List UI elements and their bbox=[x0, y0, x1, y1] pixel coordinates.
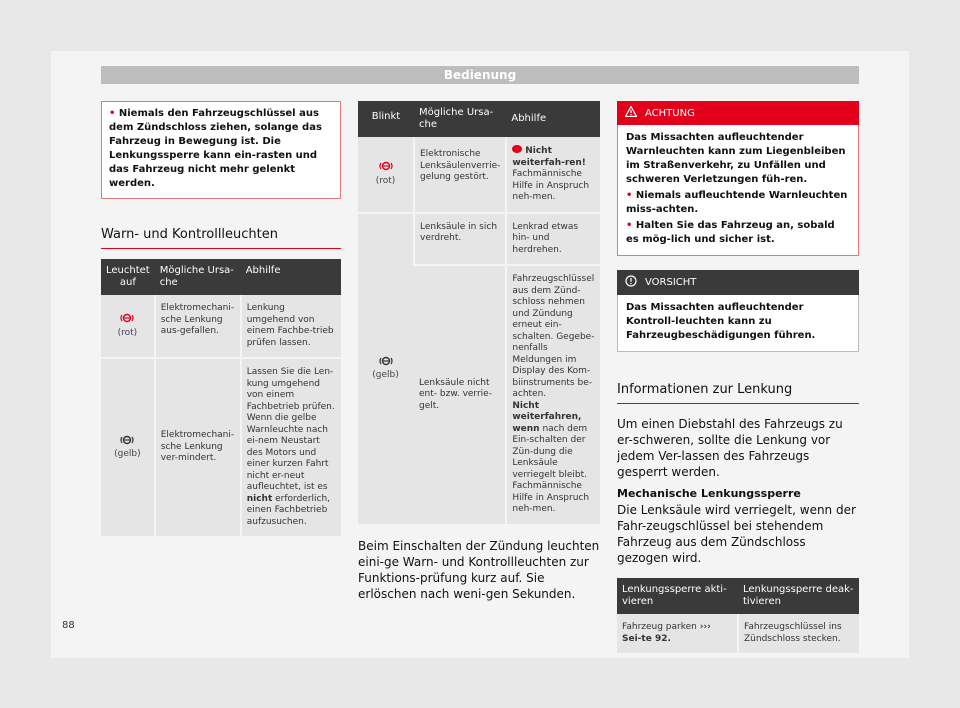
col-header-lights: Leuchtet auf bbox=[101, 259, 155, 295]
achtung-body bbox=[617, 125, 859, 256]
col-header-deactivate: Lenkungssperre deak-tivieren bbox=[738, 578, 859, 614]
cause-cell: Elektromechani-sche Lenkung ver-mindert. bbox=[155, 358, 241, 537]
left-column bbox=[101, 101, 341, 538]
cause-cell: Lenksäule nicht ent- bzw. verrie-gelt. bbox=[414, 265, 506, 525]
cause-cell: Elektronische Lenksäulenverrie-gelung gestört. bbox=[414, 137, 506, 213]
lamp-color-label: (rot) bbox=[117, 327, 138, 338]
list-item: • Halten Sie das Fahrzeug an, sobald es mög-lich und sicher ist. bbox=[626, 220, 835, 245]
warning-lights-table bbox=[101, 259, 341, 538]
lamp-cell bbox=[358, 137, 414, 213]
page-number: 88 bbox=[62, 620, 75, 631]
blinking-lights-table bbox=[358, 101, 600, 526]
warning-triangle-icon bbox=[625, 106, 637, 120]
middle-column bbox=[358, 101, 600, 602]
steering-lock-warning bbox=[101, 101, 341, 199]
col-header-cause: Mögliche Ursa-che bbox=[414, 101, 506, 137]
achtung-label: ACHTUNG bbox=[645, 107, 695, 119]
vorsicht-text: Das Missachten aufleuchtender Kontroll-leuchten kann zu Fahrzeugbeschädigungen führen. bbox=[617, 295, 859, 352]
bullet-icon: • bbox=[626, 190, 636, 201]
page-reference-link[interactable]: ››› Sei-te 92. bbox=[622, 622, 711, 644]
remedy-cell: Lenkrad etwas hin- und herdrehen. bbox=[506, 213, 600, 266]
lamp-color-label: (gelb) bbox=[114, 449, 141, 459]
steering-warning-icon bbox=[120, 435, 134, 445]
table-row bbox=[358, 137, 600, 213]
lamp-cell bbox=[101, 295, 155, 358]
col-header-blinks: Blinkt bbox=[358, 101, 414, 137]
info-circle-icon bbox=[625, 275, 637, 290]
deactivate-cell: Fahrzeugschlüssel ins Zündschloss stecken. bbox=[738, 614, 859, 654]
vorsicht-box bbox=[617, 270, 859, 352]
steering-warning-icon bbox=[379, 161, 393, 171]
col-header-cause: Mögliche Ursa-che bbox=[155, 259, 241, 295]
lamp-color-label: (rot) bbox=[375, 175, 396, 186]
bullet-icon: • bbox=[109, 108, 119, 119]
activate-cell: Fahrzeug parken ››› Sei-te 92. bbox=[617, 614, 738, 654]
lock-paragraph: Die Lenksäule wird verriegelt, wenn der Fahr-zeugschlüssel bei stehendem Fahrzeug aus dem Zündschloss gezogen wird. bbox=[617, 503, 856, 565]
intro-paragraph: Beim Einschalten der Zündung leuchten eini-ge Warn- und Kontrollleuchten zur Funktions-prüfung kurz auf. Sie erlöschen nach weni-gen Sekunden. bbox=[358, 538, 600, 601]
table-row bbox=[101, 295, 341, 358]
bullet-icon: • bbox=[626, 220, 636, 231]
remedy-cell: Fahrzeugschlüssel aus dem Zünd-schloss nehmen und Zündung erneut ein-schalten. Gegebe-nenfalls Meldungen im Display des Kom-biinstruments be-achten. Nicht weiterfahren, wenn nach dem Ein-schalten der Zün-dung die Lenksäule verriegelt bleibt. Fachmännische Hilfe in Anspruch neh-men. bbox=[506, 265, 600, 525]
achtung-box bbox=[617, 101, 859, 256]
right-column bbox=[617, 101, 859, 655]
steering-warning-icon bbox=[120, 313, 134, 323]
col-header-activate: Lenkungssperre akti-vieren bbox=[617, 578, 738, 614]
steering-lock-table bbox=[617, 578, 859, 655]
steering-warning-icon bbox=[379, 356, 393, 366]
remedy-cell: Lenkung umgehend von einem Fachbe-trieb prüfen lassen. bbox=[241, 295, 341, 358]
remedy-cell: Nicht weiterfah-ren! Fachmännische Hilfe in Anspruch neh-men. bbox=[506, 137, 600, 213]
section-title: Informationen zur Lenkung bbox=[617, 382, 859, 404]
col-header-remedy: Abhilfe bbox=[506, 101, 600, 137]
section-title: Warn- und Kontrollleuchten bbox=[101, 227, 341, 249]
page-header: Bedienung bbox=[101, 66, 859, 84]
achtung-text: Das Missachten aufleuchtender Warnleuchten kann zum Liegenbleiben im Straßenverkehr, zu Unfällen und schweren Verletzungen füh-ren. bbox=[626, 132, 846, 185]
vorsicht-header bbox=[617, 270, 859, 295]
cause-cell: Elektromechani-sche Lenkung aus-gefallen. bbox=[155, 295, 241, 358]
stop-icon bbox=[512, 145, 522, 153]
lamp-color-label: (gelb) bbox=[372, 370, 399, 380]
info-paragraph: Um einen Diebstahl des Fahrzeugs zu er-schweren, sollte die Lenkung vor jedem Ver-lassen des Fahrzeugs gesperrt werden. bbox=[617, 417, 843, 479]
col-header-remedy: Abhilfe bbox=[241, 259, 341, 295]
table-row bbox=[617, 614, 859, 654]
table-row bbox=[101, 358, 341, 537]
subheading: Mechanische Lenkungssperre bbox=[617, 487, 801, 500]
lamp-cell bbox=[101, 358, 155, 537]
warning-text: Niemals den Fahrzeugschlüssel aus dem Zündschloss ziehen, solange das Fahrzeug in Bewegung ist. Die Lenkungssperre kann ein-rasten und das Fahrzeug nicht mehr gelenkt werden. bbox=[109, 108, 322, 189]
list-item: • Niemals aufleuchtende Warnleuchten miss-achten. bbox=[626, 190, 848, 215]
achtung-header bbox=[617, 101, 859, 125]
vorsicht-label: VORSICHT bbox=[645, 277, 697, 288]
lamp-cell bbox=[358, 213, 414, 525]
cause-cell: Lenksäule in sich verdreht. bbox=[414, 213, 506, 266]
table-row bbox=[358, 213, 600, 266]
remedy-cell: Lassen Sie die Len-kung umgehend von einem Fachbetrieb prüfen. Wenn die gelbe Warnleuchte nach ei-nem Neustart des Motors und einer kurzen Fahrt nicht er-neut aufleuchtet, ist es nicht erforderlich, einen Fachbetrieb aufzusuchen. bbox=[241, 358, 341, 537]
